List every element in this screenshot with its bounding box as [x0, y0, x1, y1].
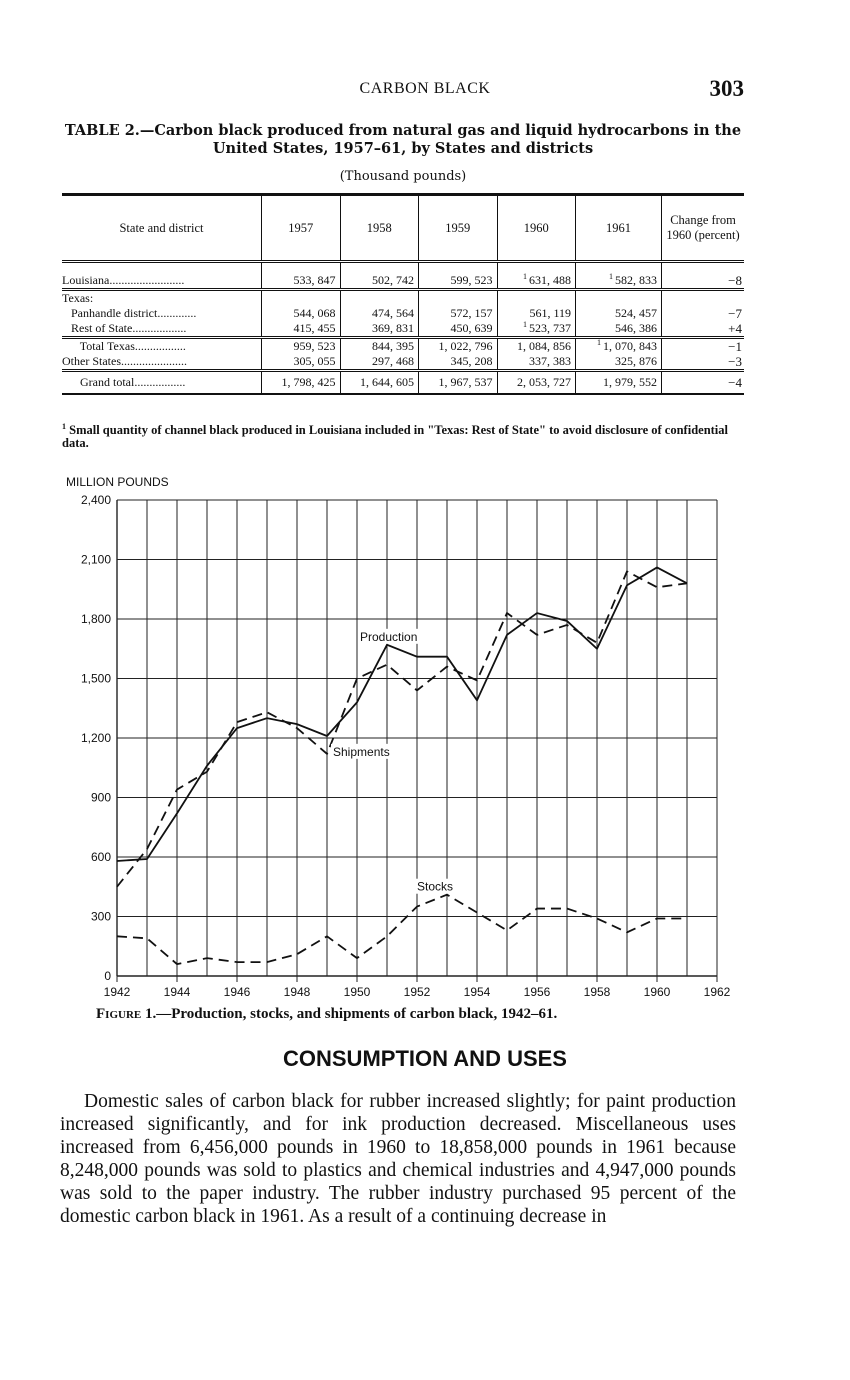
table-cell — [262, 371, 341, 395]
line-chart — [40, 470, 800, 1010]
change-cell: −8 — [662, 262, 745, 290]
footnote-ref: 1 — [597, 338, 603, 347]
y-axis-label: MILLION POUNDS — [66, 475, 169, 489]
y-tick-label: 600 — [90, 850, 111, 864]
series-line-stocks — [117, 895, 687, 964]
cell-value: 546, 386 — [615, 321, 657, 335]
table-cell — [419, 306, 498, 321]
row-stub: Panhandle district............. — [62, 306, 197, 320]
table-cell — [497, 262, 576, 290]
cell-value: 572, 157 — [450, 306, 493, 320]
table-cell — [497, 354, 576, 371]
table-cell — [262, 262, 341, 290]
y-tick-label: 300 — [90, 909, 111, 924]
col-header-1959: 1959 — [419, 195, 498, 262]
cell-value: 582, 833 — [615, 273, 657, 287]
table-cell — [262, 290, 341, 307]
cell-value: 523, 737 — [529, 321, 571, 335]
page-number: 303 — [709, 76, 744, 101]
table-row — [62, 354, 744, 371]
x-tick-label: 1950 — [343, 985, 371, 999]
body-paragraph: Domestic sales of carbon black for rubber increased slightly; for paint production increased significantly, and for ink production decreased. Miscellaneous uses increased from 6,456,000 pounds in 1960 to 18,858,000 pounds in 1961 because 8,248,000 pounds was sold to plastics and chemical industries and 4,947,000 pounds was sold to the paper industry. The rubber industry purchased 95 percent of the domestic carbon black in 1961. As a result of a continuing decrease in — [60, 1091, 736, 1227]
footnote-ref: 1 — [523, 272, 529, 281]
table-row — [62, 306, 744, 321]
change-cell — [662, 290, 745, 307]
table-row — [62, 371, 744, 395]
y-tick-label: 0 — [104, 969, 111, 983]
table-cell — [340, 371, 419, 395]
cell-value: 1, 979, 552 — [603, 375, 657, 389]
row-stub: Texas: — [62, 290, 262, 307]
x-tick-label: 1948 — [283, 985, 311, 999]
cell-value: 2, 053, 727 — [517, 375, 571, 389]
cell-value: 959, 523 — [293, 339, 336, 353]
figure-caption — [96, 1006, 756, 1023]
leader-dots: ......................... — [109, 273, 185, 287]
running-head — [0, 76, 850, 106]
x-tick-label: 1944 — [163, 985, 191, 999]
y-tick-label: 1,200 — [80, 731, 111, 745]
table-cell — [419, 354, 498, 371]
cell-value: 345, 208 — [450, 354, 493, 368]
leader-dots: ...................... — [121, 354, 187, 368]
table-cell — [340, 321, 419, 338]
y-tick-label: 900 — [90, 790, 111, 805]
cell-value: 415, 455 — [293, 321, 336, 335]
change-cell: −3 — [662, 354, 745, 371]
row-stub: Louisiana......................... — [62, 273, 185, 287]
cell-value: 502, 742 — [372, 273, 414, 287]
footnote-text: Small quantity of channel black produced in Louisiana included in "Texas: Rest of State" to avoid disclosure of confidential data. — [62, 423, 729, 450]
col-header-change: Change from 1960 (percent) — [662, 195, 745, 262]
table-caption — [62, 122, 744, 158]
row-stub: Total Texas................. — [62, 338, 262, 355]
cell-value: 369, 831 — [372, 321, 414, 335]
table-cell — [419, 290, 498, 307]
table-cell — [576, 371, 662, 395]
figure-caption-text: —Production, stocks, and shipments of carbon black, 1942–61. — [156, 1006, 558, 1022]
table-cell — [497, 290, 576, 307]
leader-dots: ................. — [134, 375, 186, 389]
series-line-production — [117, 567, 687, 861]
cell-value: 1, 022, 796 — [438, 339, 493, 353]
cell-value: 1, 798, 425 — [281, 375, 336, 389]
x-tick-label: 1954 — [463, 985, 491, 999]
leader-dots: .................. — [132, 321, 187, 335]
x-tick-label: 1952 — [403, 985, 431, 999]
y-tick-label: 1,500 — [80, 671, 111, 686]
change-cell: −4 — [662, 371, 745, 395]
table-row — [62, 338, 744, 355]
annotation-label: Production — [360, 629, 418, 644]
running-title: CARBON BLACK — [359, 80, 491, 97]
annotation-label: Shipments — [333, 744, 390, 759]
table-cell — [419, 321, 498, 338]
table-cell — [340, 290, 419, 307]
cell-value: 474, 564 — [372, 306, 414, 320]
table-cell — [419, 262, 498, 290]
col-header-1961: 1961 — [576, 195, 662, 262]
table-cell — [340, 338, 419, 355]
cell-value: 450, 639 — [450, 321, 493, 335]
cell-value: 561, 119 — [529, 306, 571, 320]
change-cell: +4 — [662, 321, 745, 338]
table-cell — [262, 338, 341, 355]
row-stub: Grand total................. — [62, 371, 262, 395]
cell-value: 599, 523 — [450, 273, 493, 287]
table-row — [62, 321, 744, 338]
table-footnote — [62, 421, 752, 450]
table-cell — [497, 338, 576, 355]
table-body — [62, 262, 744, 395]
table-cell — [576, 290, 662, 307]
x-tick-label: 1960 — [643, 985, 671, 999]
cell-value: 844, 395 — [372, 339, 414, 353]
cell-value: 325, 876 — [615, 354, 657, 368]
table-caption-text: —Carbon black produced from natural gas and liquid hydrocarbons in the United States, 1957–61, by States and districts — [139, 122, 742, 157]
data-table — [62, 193, 744, 395]
table-row — [62, 290, 744, 307]
table-caption-lead: TABLE 2. — [64, 122, 140, 139]
table-units: (Thousand pounds) — [339, 169, 467, 184]
y-tick-label: 2,400 — [80, 493, 111, 507]
table-cell — [497, 321, 576, 338]
cell-value: 631, 488 — [529, 273, 571, 287]
col-header-state: State and district — [62, 195, 262, 262]
cell-value: 1, 084, 856 — [517, 339, 571, 353]
change-cell: −1 — [662, 338, 745, 355]
col-header-1958: 1958 — [340, 195, 419, 262]
table-cell — [419, 338, 498, 355]
table-cell — [497, 371, 576, 395]
table-cell — [497, 306, 576, 321]
chart-svg — [40, 470, 800, 1010]
table-cell — [262, 321, 341, 338]
col-header-1957: 1957 — [262, 195, 341, 262]
x-tick-label: 1942 — [103, 985, 131, 999]
cell-value: 524, 457 — [615, 306, 657, 320]
table-cell — [262, 306, 341, 321]
x-tick-label: 1962 — [703, 985, 731, 999]
table-cell — [419, 371, 498, 395]
cell-value: 533, 847 — [293, 273, 336, 287]
cell-value: 305, 055 — [293, 354, 336, 368]
y-tick-label: 1,800 — [80, 612, 111, 626]
figure-label: Figure 1. — [96, 1006, 157, 1022]
cell-value: 544, 068 — [293, 306, 336, 320]
col-header-1960: 1960 — [497, 195, 576, 262]
row-stub: Rest of State.................. — [62, 321, 187, 335]
table-cell — [576, 306, 662, 321]
table-cell — [576, 262, 662, 290]
leader-dots: ................. — [134, 339, 186, 353]
table-row — [62, 262, 744, 290]
footnote-ref: 1 — [609, 272, 615, 281]
table-cell — [262, 354, 341, 371]
x-tick-label: 1956 — [523, 985, 551, 999]
cell-value: 1, 967, 537 — [438, 375, 493, 389]
cell-value: 337, 383 — [529, 354, 571, 368]
cell-value: 1, 070, 843 — [603, 339, 657, 353]
leader-dots: ............. — [157, 306, 197, 320]
change-cell: −7 — [662, 306, 745, 321]
section-heading: CONSUMPTION AND USES — [283, 1046, 567, 1071]
table-cell — [340, 262, 419, 290]
table-cell — [340, 306, 419, 321]
annotation-label: Stocks — [417, 879, 454, 894]
cell-value: 297, 468 — [372, 354, 414, 368]
table-cell — [576, 321, 662, 338]
cell-value: 1, 644, 605 — [360, 375, 414, 389]
table-cell — [576, 338, 662, 355]
footnote-ref: 1 — [523, 320, 529, 329]
table-cell — [340, 354, 419, 371]
row-stub: Other States...................... — [62, 354, 187, 368]
table-cell — [576, 354, 662, 371]
footnote-mark: 1 — [62, 421, 66, 431]
y-tick-label: 2,100 — [80, 552, 111, 567]
x-tick-label: 1958 — [583, 985, 611, 999]
table-header-row — [62, 195, 744, 262]
x-tick-label: 1946 — [223, 985, 251, 999]
